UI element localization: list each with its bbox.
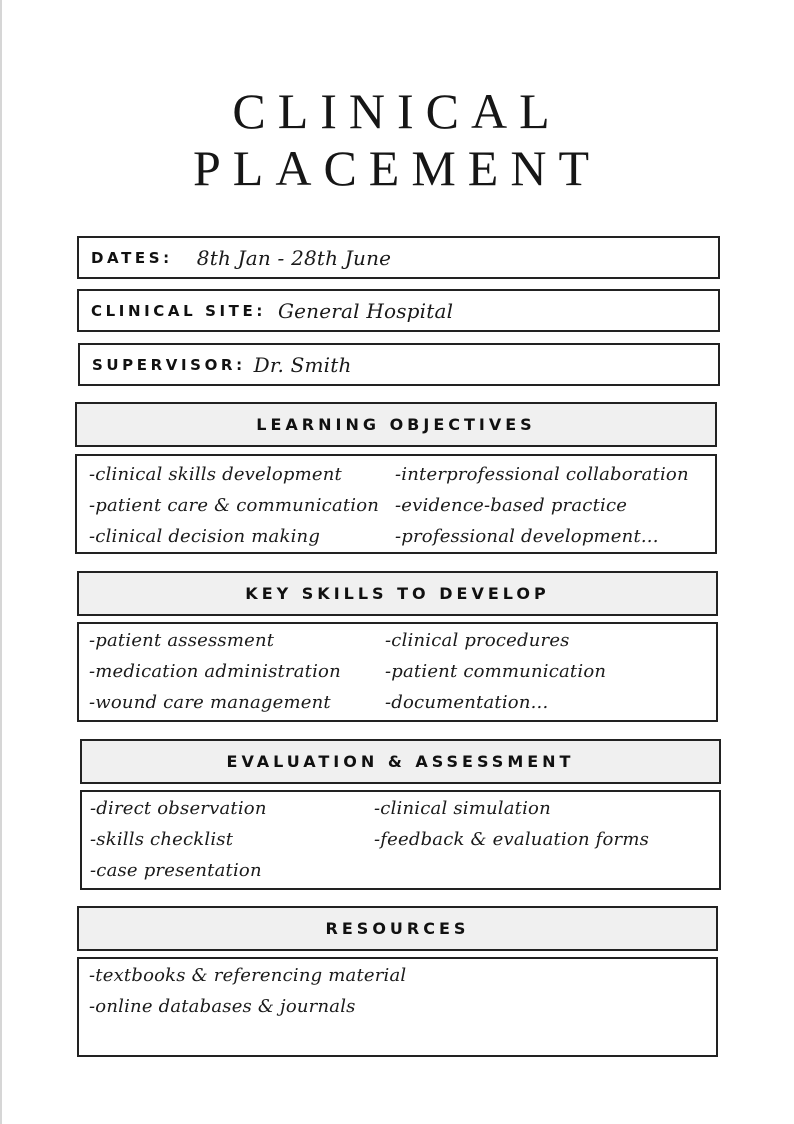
clinical-site-value: General Hospital	[277, 298, 454, 323]
supervisor-field[interactable]	[78, 343, 720, 386]
resources-box[interactable]	[77, 957, 718, 1057]
key-skills-box[interactable]	[77, 622, 718, 722]
resources-header	[77, 906, 718, 951]
list-item: -patient communication	[385, 661, 607, 682]
supervisor-value: Dr. Smith	[253, 352, 352, 377]
clinical-site-label: CLINICAL SITE:	[91, 301, 266, 320]
list-item: -textbooks & referencing material	[89, 965, 407, 986]
page-title-line-2: PLACEMENT	[193, 140, 601, 196]
learning-objectives-heading: LEARNING OBJECTIVES	[256, 415, 536, 434]
list-item: -documentation...	[385, 692, 549, 713]
evaluation-header	[80, 739, 721, 784]
list-item: -wound care management	[89, 692, 331, 713]
list-item: -direct observation	[90, 798, 267, 819]
list-item: -patient care & communication	[89, 495, 380, 516]
list-item: -clinical skills development	[89, 464, 342, 485]
clinical-site-field[interactable]	[77, 289, 720, 332]
list-item: -feedback & evaluation forms	[374, 829, 650, 850]
key-skills-header	[77, 571, 718, 616]
dates-value: 8th Jan - 28th June	[196, 245, 392, 270]
supervisor-label: SUPERVISOR:	[92, 355, 246, 374]
list-item: -online databases & journals	[89, 996, 356, 1017]
page-title-line-1: CLINICAL	[232, 83, 562, 139]
list-item: -medication administration	[89, 661, 341, 682]
list-item: -evidence-based practice	[395, 495, 628, 516]
learning-objectives-header	[75, 402, 717, 447]
learning-objectives-box[interactable]	[75, 454, 717, 554]
evaluation-heading: EVALUATION & ASSESSMENT	[226, 752, 575, 771]
list-item: -skills checklist	[90, 829, 234, 850]
evaluation-box[interactable]	[80, 790, 721, 890]
list-item: -clinical simulation	[374, 798, 551, 819]
dates-field[interactable]	[77, 236, 720, 279]
list-item: -case presentation	[90, 860, 262, 881]
list-item: -interprofessional collaboration	[395, 464, 689, 485]
resources-heading: RESOURCES	[325, 919, 470, 938]
list-item: -professional development...	[395, 526, 659, 547]
key-skills-heading: KEY SKILLS TO DEVELOP	[245, 584, 550, 603]
dates-label: DATES:	[91, 248, 173, 267]
list-item: -patient assessment	[89, 630, 275, 651]
list-item: -clinical procedures	[385, 630, 570, 651]
list-item: -clinical decision making	[89, 526, 321, 547]
